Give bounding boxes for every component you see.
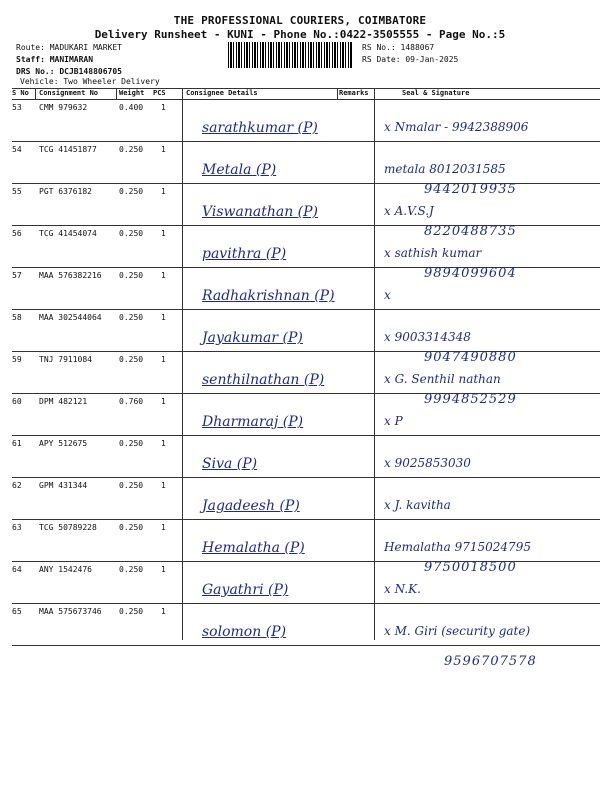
phone-handwritten: 9442019935 xyxy=(424,182,517,197)
table-row xyxy=(12,478,600,520)
row-pcs: 1 xyxy=(161,481,166,490)
row-pcs: 1 xyxy=(161,145,166,154)
signature-handwritten: x A.V.S.J xyxy=(384,204,434,218)
runsheet-subtitle: Delivery Runsheet - KUNI - Phone No.:0422-3505555 - Page No.:5 xyxy=(94,28,506,41)
row-pcs: 1 xyxy=(161,187,166,196)
row-consignment-no: TCG 41451877 xyxy=(39,145,97,154)
table-row xyxy=(12,604,600,669)
row-sno: 63 xyxy=(12,523,22,532)
row-weight: 0.250 xyxy=(119,271,144,280)
vehicle-label: Vehicle: Two Wheeler Delivery xyxy=(20,77,160,86)
phone-handwritten: 9596707578 xyxy=(444,654,537,669)
signature-handwritten: x G. Senthil nathan xyxy=(384,372,501,386)
consignee-handwritten: Siva (P) xyxy=(202,456,258,472)
signature-handwritten: x M. Giri (security gate) xyxy=(384,624,531,638)
signature-handwritten: Hemalatha 9715024795 xyxy=(384,540,531,554)
row-weight: 0.760 xyxy=(119,397,144,406)
row-consignment-no: GPM 431344 xyxy=(39,481,88,490)
row-consignment-no: MAA 576382216 xyxy=(39,271,102,280)
row-pcs: 1 xyxy=(161,229,166,238)
barcode xyxy=(228,42,352,68)
table-top-border xyxy=(12,88,600,89)
row-consignment-no: DPM 482121 xyxy=(39,397,88,406)
row-weight: 0.250 xyxy=(119,523,144,532)
row-consignment-no: ANY 1542476 xyxy=(39,565,92,574)
row-sno: 61 xyxy=(12,439,22,448)
phone-handwritten: 8220488735 xyxy=(424,224,517,239)
row-pcs: 1 xyxy=(161,523,166,532)
consignee-handwritten: Radhakrishnan (P) xyxy=(202,288,335,304)
row-sno: 65 xyxy=(12,607,22,616)
signature-handwritten: x 9003314348 xyxy=(384,330,471,344)
row-sno: 55 xyxy=(12,187,22,196)
row-pcs: 1 xyxy=(161,271,166,280)
row-consignment-no: TCG 50789228 xyxy=(39,523,97,532)
row-weight: 0.250 xyxy=(119,439,144,448)
row-divider xyxy=(12,645,600,646)
row-pcs: 1 xyxy=(161,313,166,322)
row-sno: 60 xyxy=(12,397,22,406)
consignee-handwritten: solomon (P) xyxy=(202,624,287,640)
col-header-consignment: Consignment No xyxy=(39,89,99,97)
row-sno: 58 xyxy=(12,313,22,322)
row-sno: 64 xyxy=(12,565,22,574)
rs-date: RS Date: 09-Jan-2025 xyxy=(362,55,459,64)
phone-handwritten: 9994852529 xyxy=(424,392,517,407)
table-row xyxy=(12,562,600,604)
signature-handwritten: x sathish kumar xyxy=(384,246,482,260)
table-row xyxy=(12,520,600,562)
col-divider xyxy=(35,88,36,100)
row-weight: 0.250 xyxy=(119,355,144,364)
table-row xyxy=(12,436,600,478)
consignee-handwritten: Metala (P) xyxy=(202,162,277,178)
col-header-consignee: Consignee Details xyxy=(186,89,258,97)
table-row xyxy=(12,184,600,226)
company-title: THE PROFESSIONAL COURIERS, COIMBATORE xyxy=(173,14,427,27)
signature-handwritten: x Nmalar - 9942388906 xyxy=(384,120,529,134)
signature-handwritten: x 9025853030 xyxy=(384,456,471,470)
row-consignment-no: CMM 979632 xyxy=(39,103,88,112)
row-weight: 0.250 xyxy=(119,607,144,616)
row-pcs: 1 xyxy=(161,397,166,406)
phone-handwritten: 9750018500 xyxy=(424,560,517,575)
rs-number: RS No.: 1488067 xyxy=(362,43,435,52)
route-label: Route: MADUKARI MARKET xyxy=(16,43,122,52)
row-pcs: 1 xyxy=(161,355,166,364)
row-weight: 0.250 xyxy=(119,481,144,490)
consignee-handwritten: Hemalatha (P) xyxy=(202,540,305,556)
row-sno: 56 xyxy=(12,229,22,238)
row-pcs: 1 xyxy=(161,607,166,616)
signature-handwritten: metala 8012031585 xyxy=(384,162,506,176)
col-header-signature: Seal & Signature xyxy=(402,89,470,97)
row-consignment-no: APY 512675 xyxy=(39,439,88,448)
row-sno: 59 xyxy=(12,355,22,364)
col-header-remarks: Remarks xyxy=(339,89,369,97)
consignee-handwritten: pavithra (P) xyxy=(202,246,287,262)
col-header-weight: Weight xyxy=(119,89,145,97)
drs-number: DRS No.: DCJB148806705 xyxy=(16,67,122,76)
consignee-handwritten: sarathkumar (P) xyxy=(202,120,318,136)
row-pcs: 1 xyxy=(161,103,166,112)
col-header-pcs: PCS xyxy=(153,89,166,97)
row-consignment-no: MAA 575673746 xyxy=(39,607,102,616)
row-consignment-no: PGT 6376182 xyxy=(39,187,92,196)
row-sno: 53 xyxy=(12,103,22,112)
table-row xyxy=(12,268,600,310)
consignee-handwritten: Jagadeesh (P) xyxy=(202,498,300,514)
row-weight: 0.250 xyxy=(119,187,144,196)
col-divider xyxy=(337,88,338,100)
table-row xyxy=(12,310,600,352)
signature-handwritten: x J. kavitha xyxy=(384,498,451,512)
table-row xyxy=(12,226,600,268)
row-consignment-no: MAA 302544064 xyxy=(39,313,102,322)
row-sno: 54 xyxy=(12,145,22,154)
row-weight: 0.250 xyxy=(119,145,144,154)
row-weight: 0.400 xyxy=(119,103,144,112)
row-sno: 62 xyxy=(12,481,22,490)
phone-handwritten: 9894099604 xyxy=(424,266,517,281)
consignee-handwritten: Gayathri (P) xyxy=(202,582,289,598)
row-pcs: 1 xyxy=(161,565,166,574)
table-row xyxy=(12,100,600,142)
table-row xyxy=(12,142,600,184)
staff-label: Staff: MANIMARAN xyxy=(16,55,94,64)
signature-handwritten: x P xyxy=(384,414,403,428)
consignee-handwritten: Jayakumar (P) xyxy=(202,330,303,346)
table-row xyxy=(12,394,600,436)
row-weight: 0.250 xyxy=(119,313,144,322)
signature-handwritten: x N.K. xyxy=(384,582,421,596)
row-pcs: 1 xyxy=(161,439,166,448)
consignee-handwritten: Dharmaraj (P) xyxy=(202,414,304,430)
row-consignment-no: TNJ 7911084 xyxy=(39,355,92,364)
row-consignment-no: TCG 41454074 xyxy=(39,229,97,238)
col-header-sno: S No xyxy=(12,89,29,97)
table-row xyxy=(12,352,600,394)
row-weight: 0.250 xyxy=(119,565,144,574)
signature-handwritten: x xyxy=(384,288,391,302)
consignee-handwritten: senthilnathan (P) xyxy=(202,372,325,388)
phone-handwritten: 9047490880 xyxy=(424,350,517,365)
consignee-handwritten: Viswanathan (P) xyxy=(202,204,319,220)
col-divider xyxy=(116,88,117,100)
row-weight: 0.250 xyxy=(119,229,144,238)
row-sno: 57 xyxy=(12,271,22,280)
